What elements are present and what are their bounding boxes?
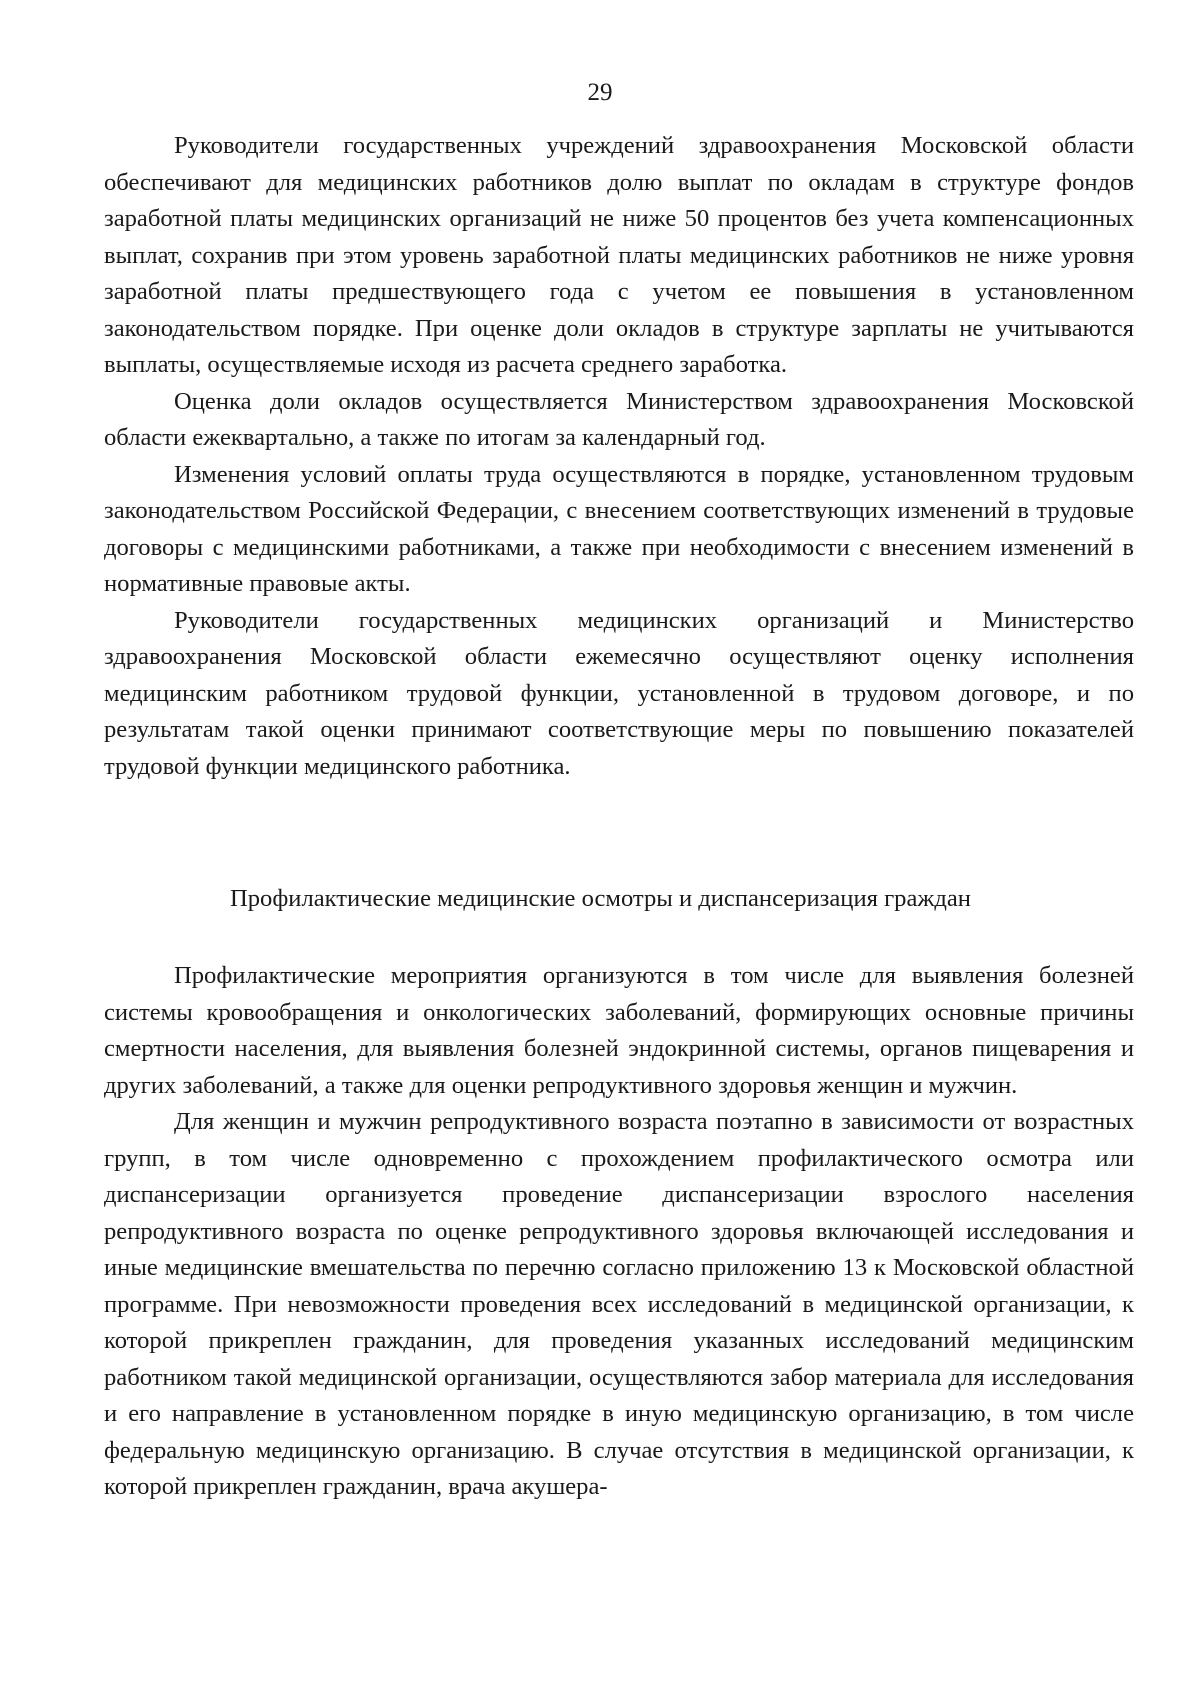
section-heading: Профилактические медицинские осмотры и диспансеризация граждан — [230, 885, 971, 912]
paragraph-reproductive-health: Для женщин и мужчин репродуктивного возраста поэтапно в зависимости от возрастных групп, в том числе одновременно с прохождением профилактического осмотра или диспансеризации организуется проведение диспансеризации взрослого населения репродуктивного возраста по оценке репродуктивного здоровья включающей исследования и иные медицинские вмешательства по перечню согласно приложению 13 к Московской областной программе. При невозможности проведения всех исследований в медицинской организации, к которой прикреплен гражданин, для проведения указанных исследований медицинским работником такой медицинской организации, осуществляются забор материала для исследования и его направление в установленном порядке в иную медицинскую организацию, в том числе федеральную медицинскую организацию. В случае отсутствия в медицинской организации, к которой прикреплен гражданин, врача акушера- — [104, 1108, 1134, 1500]
paragraph-preventive-measures: Профилактические мероприятия организуются в том числе для выявления болезней системы кровообращения и онкологических заболеваний, формирующих основные причины смертности населения, для выявления болезней эндокринной системы, органов пищеварения и других заболеваний, а также для оценки репродуктивного здоровья женщин и мужчин. — [104, 962, 1134, 1099]
paragraph-pay-conditions: Изменения условий оплаты труда осуществляются в порядке, установленном трудовым законодательством Российской Федерации, с внесением соответствующих изменений в трудовые договоры с медицинскими работниками, а также при необходимости с внесением изменений в нормативные правовые акты. — [104, 460, 1134, 597]
body-text-bottom — [104, 958, 1134, 1506]
paragraph-salary-share: Руководители государственных учреждений здравоохранения Московской области обеспечивают для медицинских работников долю выплат по окладам в структуре фондов заработной платы медицинских организаций не ниже 50 процентов без учета компенсационных выплат, сохранив при этом уровень заработной платы медицинских работников не ниже уровня заработной платы предшествующего года с учетом ее повышения в установленном законодательством порядке. При оценке доли окладов в структуре зарплаты не учитываются выплаты, осуществляемые исходя из расчета среднего заработка. — [104, 132, 1134, 378]
page-number: 29 — [587, 79, 613, 106]
paragraph-labor-function-evaluation: Руководители государственных медицинских организаций и Министерство здравоохранения Московской области ежемесячно осуществляют оценку исполнения медицинским работником трудовой функции, установленной в трудовом договоре, и по результатам такой оценки принимают соответствующие меры по повышению показателей трудовой функции медицинского работника. — [104, 606, 1134, 780]
body-text-top — [104, 128, 1134, 785]
paragraph-salary-evaluation: Оценка доли окладов осуществляется Министерством здравоохранения Московской области ежеквартально, а также по итогам за календарный год. — [104, 387, 1134, 451]
